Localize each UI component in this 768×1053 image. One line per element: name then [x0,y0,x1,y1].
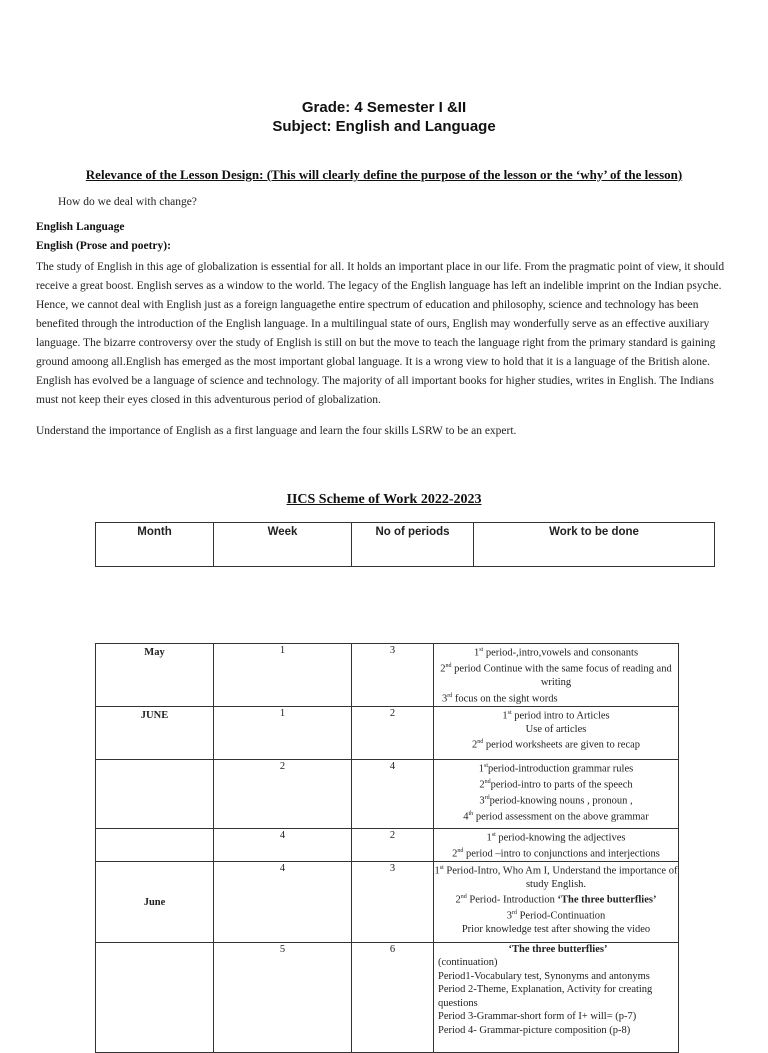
work-line: Prior knowledge test after showing the video [461,924,651,935]
periods-cell: 3 [352,644,434,707]
month-cell: May [96,644,214,707]
month-cell [96,759,214,828]
header-periods: No of periods [352,523,474,567]
work-line: 2ndperiod-intro to parts of the speech [479,778,633,790]
periods-cell: 2 [352,706,434,759]
periods-cell: 3 [352,861,434,942]
english-language-label: English Language [36,221,125,233]
relevance-heading: Relevance of the Lesson Design: (This will clearly define the purpose of the lesson or the ‘why’ of the lesson) [85,167,683,182]
work-line: Period1-Vocabulary test, Synonyms and antonyms [438,970,650,982]
table-row [96,644,679,707]
guiding-question: How do we deal with change? [58,196,197,208]
table-row [96,942,679,1052]
month-cell [96,828,214,861]
work-cell [434,644,679,707]
table-row [96,828,679,861]
month-cell: June [96,861,214,942]
grade-heading: Grade: 4 Semester I &II [301,99,467,116]
table-row [96,759,679,828]
work-line: 1stperiod-introduction grammar rules [478,762,634,774]
week-cell: 2 [214,759,352,828]
work-line: 1st period-,intro,vowels and consonants [473,647,639,659]
work-cell [434,706,679,759]
work-line: Use of articles [525,723,587,735]
work-line: (continuation) [438,957,498,968]
work-line: Period 3-Grammar-short form of I+ will= (p-7) [438,1011,637,1022]
work-cell [434,942,679,1052]
scheme-header-table [95,522,715,567]
work-line: 4th period assessment on the above grammar [463,810,649,822]
periods-cell: 4 [352,759,434,828]
lesson-title: ‘The three butterflies’ [508,943,608,955]
rationale-paragraph: The study of English in this age of globalization is essential for all. It holds an important place in our life. From the pragmatic point of view, it should receive a great boost. English serves as a window to the world. The legacy of the English language has left an indelible imprint on the Indian psyche. Hence, we cannot deal with English just as a foreign languagethe entire spectrum of education and philosophy, science and technology has been benefited through the introduction of the English language. In a multilingual state of ours, English may wonderfully serve as an effective auxiliary language. The bizarre controversy over the study of English is still on but the move to teach the language right from the primary standard is gaining ground amoong all.English has emerged as the most important global language. It is a wrong view to hold that it is a language of the British alone. English has evolved be a language of science and technology. The majority of all important books for higher studies, writes in English. The Indians must not keep their eyes closed in this adventurous period of globalization. [36,261,725,406]
header-week: Week [214,523,352,567]
work-line: 1st period intro to Articles [502,709,610,721]
work-line: 1st period-knowing the adjectives [486,831,626,843]
work-line: 2nd period Continue with the same focus of reading and writing [440,663,672,688]
periods-cell: 6 [352,942,434,1052]
work-cell [434,861,679,942]
prose-poetry-label: English (Prose and poetry): [36,240,171,252]
week-cell: 1 [214,644,352,707]
periods-cell: 2 [352,828,434,861]
work-line: 3rd Period-Continuation [506,910,606,922]
work-line: 2nd Period- Introduction ‘The three butterflies’ [455,894,657,906]
week-cell: 1 [214,706,352,759]
header-month: Month [96,523,214,567]
month-cell: JUNE [96,706,214,759]
month-cell [96,942,214,1052]
work-line: 1st Period-Intro, Who Am I, Understand the importance of study English. [434,864,678,890]
table-row [96,706,679,759]
work-line: 3rd focus on the sight words [442,692,558,704]
scheme-title: IICS Scheme of Work 2022-2023 [286,492,482,507]
schedule-table [95,643,679,1053]
week-cell: 4 [214,828,352,861]
subject-heading: Subject: English and Language [272,118,496,135]
work-line: Period 4- Grammar-picture composition (p-8) [438,1024,631,1036]
work-line: 3rdperiod-knowing nouns , pronoun , [479,794,633,806]
week-cell: 5 [214,942,352,1052]
table-row [96,861,679,942]
work-cell [434,828,679,861]
header-work: Work to be done [474,523,715,567]
work-cell [434,759,679,828]
work-line: 2nd period –intro to conjunctions and interjections [452,847,660,859]
objective-statement: Understand the importance of English as a first language and learn the four skills LSRW to be an expert. [36,425,517,437]
work-line: 2nd period worksheets are given to recap [471,739,641,751]
week-cell: 4 [214,861,352,942]
work-line: Period 2-Theme, Explanation, Activity for creating questions [438,984,653,1009]
